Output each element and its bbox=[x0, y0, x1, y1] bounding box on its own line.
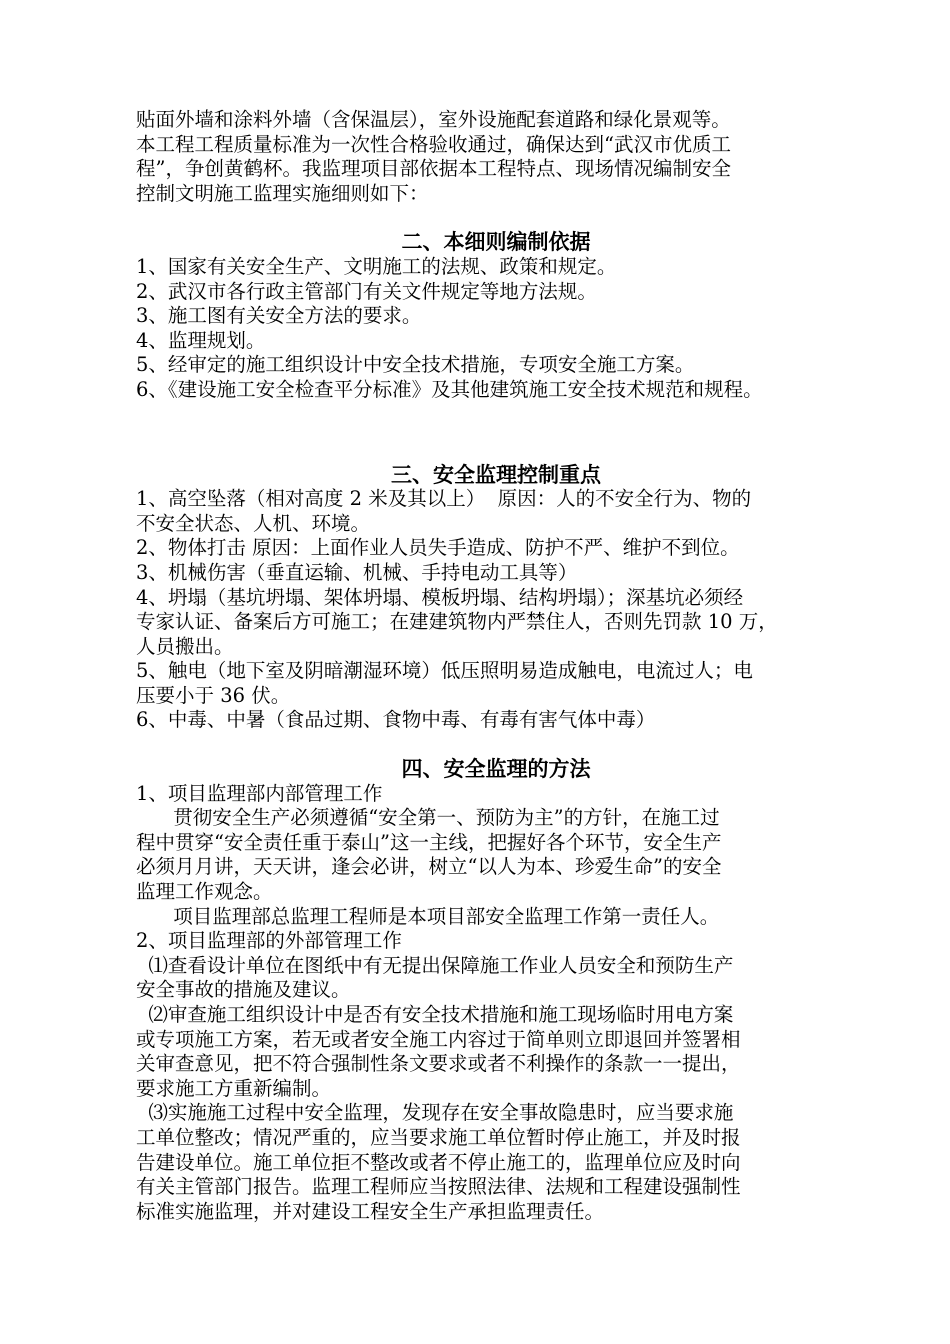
text-line: 监理工作观念。 bbox=[136, 880, 273, 904]
text-line: 告建设单位。施工单位拒不整改或者不停止施工的，监理单位应及时向 bbox=[136, 1150, 741, 1174]
section-4-body bbox=[136, 782, 856, 1225]
text-line: 要求施工方重新编制。 bbox=[136, 1076, 332, 1100]
text-line: 6、中毒、中暑（食品过期、食物中毒、有毒有害气体中毒） bbox=[136, 708, 656, 732]
text-line: 或专项施工方案，若无或者安全施工内容过于简单则立即退回并签署相 bbox=[136, 1027, 741, 1051]
text-line: 2、项目监理部的外部管理工作 bbox=[136, 929, 402, 953]
list-item: 3、施工图有关安全方法的要求。 bbox=[136, 304, 422, 328]
section-2-list bbox=[136, 255, 856, 403]
section-3-list bbox=[136, 487, 856, 733]
text-line: 控制文明施工监理实施细则如下： bbox=[136, 181, 429, 205]
text-line: ⑴查看设计单位在图纸中有无提出保障施工作业人员安全和预防生产 bbox=[136, 953, 734, 977]
text-line: 1、高空坠落（相对高度 2 米及其以上） 原因：人的不安全行为、物的 bbox=[136, 487, 752, 511]
text-line: 标准实施监理，并对建设工程安全生产承担监理责任。 bbox=[136, 1199, 605, 1223]
text-line: 项目监理部总监理工程师是本项目部安全监理工作第一责任人。 bbox=[136, 904, 720, 928]
text-line: 压要小于 36 伏。 bbox=[136, 683, 291, 707]
text-line: 3、机械伤害（垂直运输、机械、手持电动工具等） bbox=[136, 560, 578, 584]
text-line: 2、物体打击 原因：上面作业人员失手造成、防护不严、维护不到位。 bbox=[136, 536, 740, 560]
intro-paragraph bbox=[136, 108, 856, 206]
section-2-heading: 二、本细则编制依据 bbox=[401, 230, 591, 255]
text-line: 程中贯穿“安全责任重于泰山”这一主线，把握好各个环节，安全生产 bbox=[136, 830, 722, 854]
section-4-heading: 四、安全监理的方法 bbox=[401, 757, 591, 782]
text-line: 工单位整改；情况严重的，应当要求施工单位暂时停止施工，并及时报 bbox=[136, 1125, 741, 1149]
section-3-heading: 三、安全监理控制重点 bbox=[391, 462, 601, 487]
document-page bbox=[136, 108, 856, 1224]
text-line: 有关主管部门报告。监理工程师应当按照法律、法规和工程建设强制性 bbox=[136, 1175, 741, 1199]
text-line: 安全事故的措施及建议。 bbox=[136, 978, 351, 1002]
text-line: 人员搬出。 bbox=[136, 634, 234, 658]
text-line: 贯彻安全生产必须遵循“安全第一、预防为主”的方针，在施工过 bbox=[136, 806, 720, 830]
text-line: 1、项目监理部内部管理工作 bbox=[136, 781, 383, 805]
list-item: 1、国家有关安全生产、文明施工的法规、政策和规定。 bbox=[136, 254, 617, 278]
text-line: 本工程工程质量标准为一次性合格验收通过，确保达到“武汉市优质工 bbox=[136, 132, 731, 156]
list-item: 4、监理规划。 bbox=[136, 328, 266, 352]
text-line: 关审查意见，把不符合强制性条文要求或者不利操作的条款一一提出， bbox=[136, 1052, 741, 1076]
text-line: 程”，争创黄鹤杯。我监理项目部依据本工程特点、现场情况编制安全 bbox=[136, 157, 731, 181]
text-line: 不安全状态、人机、环境。 bbox=[136, 511, 371, 535]
text-line: 5、触电（地下室及阴暗潮湿环境）低压照明易造成触电，电流过人；电 bbox=[136, 659, 753, 683]
text-line: ⑶实施施工过程中安全监理，发现存在安全事故隐患时，应当要求施 bbox=[136, 1101, 734, 1125]
text-line: 必须月月讲，天天讲，逢会必讲，树立“以人为本、珍爱生命”的安全 bbox=[136, 855, 722, 879]
text-line: 专家认证、备案后方可施工；在建建筑物内严禁住人，否则先罚款 10 万， bbox=[136, 610, 778, 634]
list-item: 6、《建设施工安全检查平分标准》及其他建筑施工安全技术规范和规程。 bbox=[136, 377, 763, 401]
list-item: 5、经审定的施工组织设计中安全技术措施，专项安全施工方案。 bbox=[136, 353, 695, 377]
list-item: 2、武汉市各行政主管部门有关文件规定等地方法规。 bbox=[136, 279, 597, 303]
text-line: 贴面外墙和涂料外墙（含保温层），室外设施配套道路和绿化景观等。 bbox=[136, 108, 731, 131]
text-line: 4、坍塌（基坑坍塌、架体坍塌、模板坍塌、结构坍塌）；深基坑必须经 bbox=[136, 585, 744, 609]
text-line: ⑵审查施工组织设计中是否有安全技术措施和施工现场临时用电方案 bbox=[136, 1003, 734, 1026]
